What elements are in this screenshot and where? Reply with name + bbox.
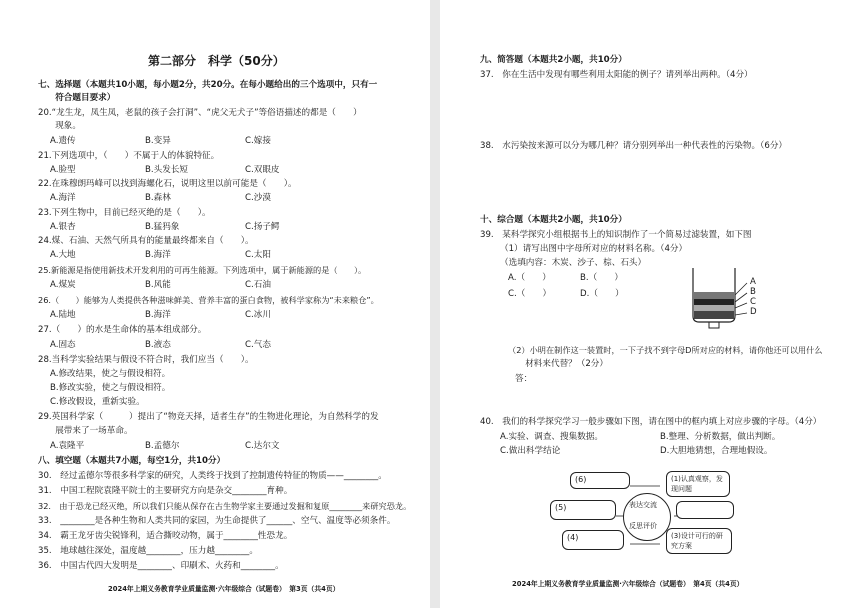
layer-b — [694, 299, 734, 305]
answer-label: 答： — [515, 374, 533, 384]
option: C.太阳 — [245, 250, 271, 260]
question-36: 36. 中国古代四大发明是________、印刷术、火药和________。 — [38, 561, 284, 571]
option: B.猛犸象 — [145, 222, 180, 232]
question-30: 30. 经过孟德尔等很多科学家的研究，人类终于找到了控制遗传特征的物质——________。 — [38, 471, 387, 481]
section-9-heading: 九、简答题（本题共2小题，共10分） — [480, 55, 627, 65]
label-c: C — [750, 297, 757, 307]
step-box-3: (3)设计可行的研究方案 — [666, 528, 732, 554]
step-box-2[interactable] — [676, 501, 734, 519]
option: A.煤炭 — [50, 280, 76, 290]
option: C.气态 — [245, 340, 271, 350]
question-24: 24.煤、石油、天然气所具有的能量最终都来自（ ）。 — [38, 236, 254, 246]
question-39-part-2: （2）小明在制作这一装置时，一下子找不到字母D所对应的材料，请你他还可以用什么 — [508, 345, 823, 355]
question-39-part-2-cont: 材料来代替？（2分） — [508, 359, 608, 369]
label-a: A — [750, 277, 756, 287]
step-box-4[interactable]: (4) — [562, 530, 624, 550]
step-box-5[interactable]: (5) — [550, 500, 616, 520]
question-33: 33. ________是各种生物和人类共同的家园，为生命提供了______、空气、温度等必须条件。 — [38, 516, 396, 526]
question-38: 38. 水污染按来源可以分为哪几种？请分别列举出一种代表性的污染物。（6分） — [480, 141, 788, 151]
option: A.海洋 — [50, 193, 76, 203]
option: C.达尔文 — [245, 441, 280, 451]
question-26: 26.（ ）能够为人类提供各种滋味鲜美、营养丰富的蛋白食物，被科学家称为“未来粮仓”。 — [38, 295, 379, 305]
option: B.海洋 — [145, 310, 171, 320]
question-29: 29.英国科学家（ ）提出了“物竞天择，适者生存”的生物进化理论，为自然科学的发 — [38, 412, 379, 422]
option: A.固态 — [50, 340, 76, 350]
step-c: C.做出科学结论 — [500, 446, 561, 456]
option: A.遗传 — [50, 136, 76, 146]
question-39-choices: （选填内容：木炭、沙子、棕、石头） — [500, 258, 647, 268]
question-39: 39. 某科学探究小组根据书上的知识制作了一个简易过滤装置，如下图 — [480, 230, 752, 240]
option: A.大地 — [50, 250, 76, 260]
question-32: 32. 由于恐龙已经灭绝，所以我们只能从保存在古生物学家主要通过发掘和复原________来研究恐龙。 — [38, 501, 412, 511]
option: B.头发长短 — [145, 165, 189, 175]
section-8-heading: 八、填空题（本题共7小题，每空1分，共10分） — [38, 456, 226, 466]
question-23: 23.下列生物中，目前已经灭绝的是（ ）。 — [38, 208, 211, 218]
page-gutter — [430, 0, 440, 608]
question-20: 20.“龙生龙，凤生凤，老鼠的孩子会打洞”、“虎父无犬子”等俗语描述的都是（ ） — [38, 108, 362, 118]
option: C.石油 — [245, 280, 271, 290]
question-37: 37. 你在生活中发现有哪些利用太阳能的例子？请列举出两种。（4分） — [480, 70, 753, 80]
option: C.嫁接 — [245, 136, 271, 146]
option: A.袁隆平 — [50, 441, 85, 451]
option: C.沙漠 — [245, 193, 271, 203]
answer-d: D.（ ） — [580, 289, 624, 299]
right-page — [440, 0, 860, 608]
center-label-2: 反思评价 — [629, 522, 657, 530]
step-a: A.实验、调查、搜集数据。 — [500, 432, 603, 442]
option: B.孟德尔 — [145, 441, 180, 451]
option: B.风能 — [145, 280, 171, 290]
section-7-heading: 七、选择题（本题共10小题，每小题2分，共20分。在每小题给出的三个选项中，只有一 — [38, 80, 378, 90]
step-b: B.整理、分析数据，做出判断。 — [660, 432, 781, 442]
answer-c: C.（ ） — [508, 289, 552, 299]
section-title: 第二部分 科学（50分） — [148, 54, 285, 68]
answer-b: B.（ ） — [580, 273, 624, 283]
option: A.陆地 — [50, 310, 76, 320]
label-b: B — [750, 287, 756, 297]
page-footer: 2024年上期义务教育学业质量监测·六年级综合（试题卷） 第3页（共4页） — [108, 585, 340, 593]
step-d: D.大胆地猜想，合理地假设。 — [660, 446, 773, 456]
option: A.脸型 — [50, 165, 76, 175]
question-35: 35. 地球越往深处，温度越________，压力越________。 — [38, 546, 258, 556]
option: A.银杏 — [50, 222, 76, 232]
label-d: D — [750, 307, 757, 317]
option: B.液态 — [145, 340, 171, 350]
section-10-heading: 十、综合题（本题共2小题，共10分） — [480, 215, 627, 225]
question-29-cont: 展带来了一场革命。 — [38, 426, 133, 436]
center-label-1: 表达交流 — [629, 501, 657, 509]
option: A.修改结果，使之与假设相符。 — [50, 369, 171, 379]
option: C.扬子鳄 — [245, 222, 280, 232]
layer-d — [694, 311, 734, 319]
option: B.森林 — [145, 193, 171, 203]
step-box-6[interactable]: (6) — [570, 472, 630, 489]
question-20-cont: 现象。 — [38, 121, 81, 131]
answer-a: A.（ ） — [508, 273, 551, 283]
question-34: 34. 霸王龙牙齿尖锐锋利，适合撕咬动物，属于________性恐龙。 — [38, 531, 293, 541]
question-40: 40. 我们的科学探究学习一般步骤如下图，请在图中的框内填上对应步骤的字母。（4分） — [480, 417, 822, 427]
question-31: 31. 中国工程院袁隆平院士的主要研究方向是杂交________育种。 — [38, 486, 293, 496]
question-27: 27.（ ）的水是生命体的基本组成部分。 — [38, 325, 207, 335]
option: B.变异 — [145, 136, 171, 146]
question-28: 28.当科学实验结果与假设不符合时，我们应当（ ）。 — [38, 355, 254, 365]
option: C.双眼皮 — [245, 165, 280, 175]
option: C.冰川 — [245, 310, 271, 320]
layer-c — [694, 305, 734, 311]
option: C.修改假设，重新实验。 — [50, 397, 145, 407]
page-footer: 2024年上期义务教育学业质量监测·六年级综合（试题卷） 第4页（共4页） — [512, 580, 744, 588]
layer-a — [694, 292, 734, 299]
question-39-part-1: （1）请写出图中字母所对应的材料名称。（4分） — [500, 244, 688, 254]
question-25: 25.新能源是指使用新技术开发利用的可再生能源。下列选项中，属于新能源的是（ ）。 — [38, 265, 367, 275]
question-21: 21.下列选项中，（ ）不属于人的体貌特征。 — [38, 151, 220, 161]
question-22: 22.在珠穆朗玛峰可以找到海螺化石，说明这里以前可能是（ ）。 — [38, 179, 297, 189]
option: B.修改实验，使之与假设相符。 — [50, 383, 171, 393]
step-box-1: (1)认真观察，发现问题 — [666, 471, 730, 497]
option: B.海洋 — [145, 250, 171, 260]
section-7-heading-cont: 符合题目要求） — [38, 93, 116, 103]
